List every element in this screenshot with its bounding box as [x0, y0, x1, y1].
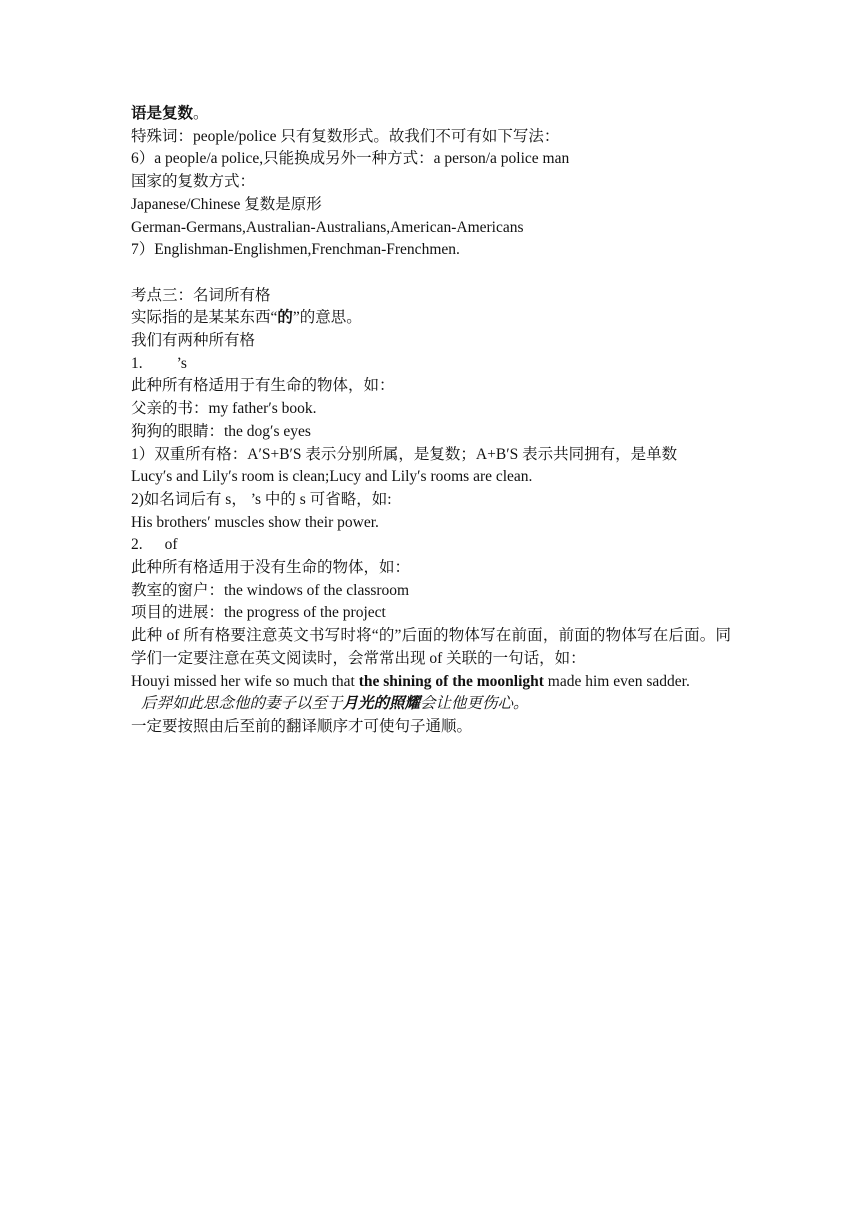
sentence-translation: [131, 693, 731, 716]
item-1-number: 1.: [131, 354, 143, 372]
example-father-book: 父亲的书：my father′s book.: [131, 400, 317, 418]
example-sentence: [131, 671, 731, 694]
intro-punctuation: 。: [193, 105, 209, 122]
country-plural-example-2: German-Germans,Australian-Australians,American-Americans: [131, 218, 524, 236]
translation-text-after: 会让他更伤心。: [420, 695, 529, 713]
country-plural-heading: 国家的复数方式：: [131, 173, 256, 191]
types-intro: 我们有两种所有格: [131, 332, 256, 350]
definition-bold-text: 的: [277, 309, 293, 327]
item-1-description: 此种所有格适用于有生命的物体，如：: [131, 377, 395, 395]
plural-s-rule: 2)如名词后有 s， ’s 中的 s 可省略，如:: [131, 490, 392, 508]
document-page: [131, 103, 731, 739]
of-possessive-note: 此种 of 所有格要注意英文书写时将“的”后面的物体写在前面，前面的物体写在后面。同学们一定要注意在英文阅读时，会常常出现 of 关联的一句话，如：: [131, 627, 731, 667]
double-possessive-rule: 1）双重所有格：A′S+B′S 表示分别所属，是复数；A+B′S 表示共同拥有，是单数: [131, 445, 678, 463]
intro-bold-text: 语是复数: [131, 105, 194, 122]
translation-text-before: 后羿如此思念他的妻子以至于: [141, 695, 343, 713]
rule-6-line: 6）a people/a police,只能换成另外一种方式：a person/a police man: [131, 150, 570, 168]
rule-7-line: 7）Englishman-Englishmen,Frenchman-Frenchmen.: [131, 241, 460, 259]
definition-text-after: ”的意思。: [292, 309, 362, 327]
item-2-mark: of: [164, 536, 178, 554]
sentence-bold-phrase: the shining of the moonlight: [358, 672, 544, 690]
translation-bold-phrase: 月光的照耀: [342, 695, 421, 713]
double-possessive-example: Lucy′s and Lily′s room is clean;Lucy and Lily′s rooms are clean.: [131, 468, 533, 486]
sentence-text-before: Houyi missed her wife so much that: [131, 672, 359, 690]
item-2-number: 2.: [131, 536, 143, 554]
section-definition: [131, 307, 731, 330]
item-2-description: 此种所有格适用于没有生命的物体，如：: [131, 559, 411, 577]
conclusion-line: 一定要按照由后至前的翻译顺序才可使句子通顺。: [131, 717, 473, 735]
example-dog-eyes: 狗狗的眼睛：the dog′s eyes: [131, 422, 311, 440]
sentence-text-after: made him even sadder.: [543, 672, 690, 690]
item-1-mark: ’s: [176, 354, 187, 372]
plural-s-example: His brothers′ muscles show their power.: [131, 513, 379, 531]
example-classroom-windows: 教室的窗户：the windows of the classroom: [131, 581, 410, 599]
blank-line: [131, 262, 731, 285]
country-plural-example-1: Japanese/Chinese 复数是原形: [131, 195, 322, 213]
section-heading: 考点三：名词所有格: [131, 286, 271, 304]
special-words-line: 特殊词：people/police 只有复数形式。故我们不可有如下写法：: [131, 127, 560, 145]
item-1-heading: [131, 353, 731, 376]
item-2-heading: [131, 534, 731, 557]
intro-line-1: [131, 103, 731, 126]
definition-text-before: 实际指的是某某东西“: [131, 309, 278, 327]
example-project-progress: 项目的进展：the progress of the project: [131, 604, 386, 622]
